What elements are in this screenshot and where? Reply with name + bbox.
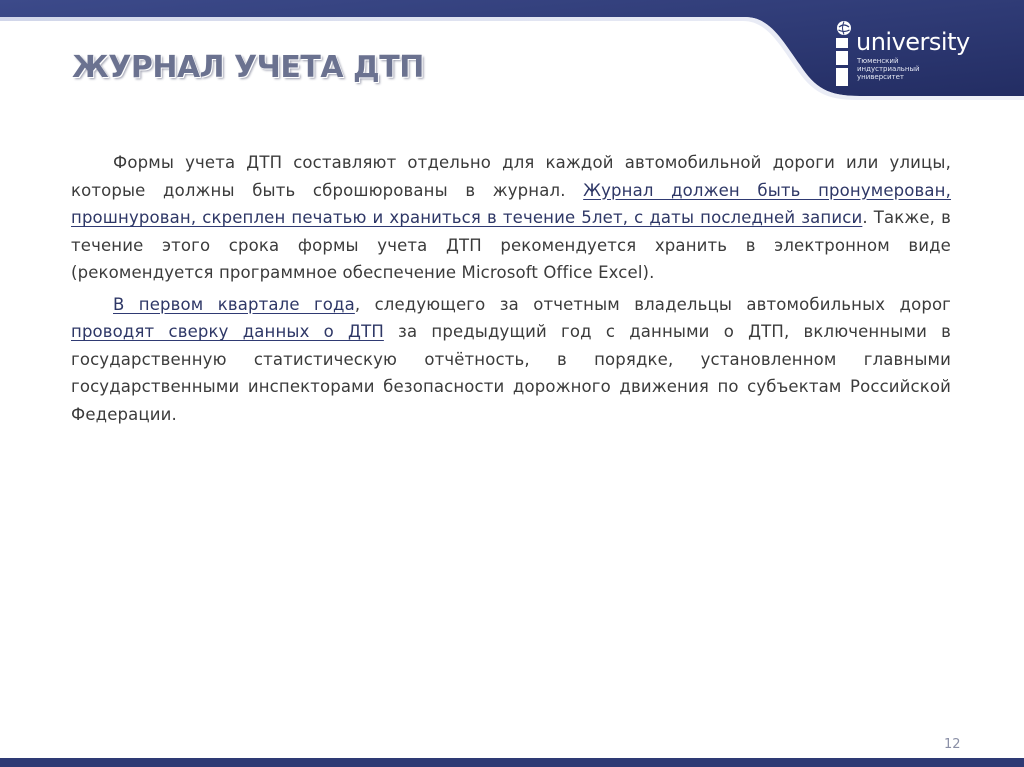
globe-icon	[836, 20, 852, 36]
paragraph-2-underlined-1: В первом квартале года	[113, 294, 355, 314]
paragraph-2-text-2: за предыдущий год с данными о ДТП, включенными в государственную статистическую отчётность, в порядке, установленном главными государственными инспекторами безопасности дорожного движения по субъектам Российской Федерации.	[71, 322, 951, 424]
logo-name: university	[856, 28, 970, 56]
paragraph-1-underlined: Журнал должен быть пронумерован, прошнурован, скреплен печатью и храниться в течение 5лет, с даты последней записи	[71, 180, 952, 227]
logo-bar	[836, 38, 848, 48]
logo-subtitle	[857, 57, 920, 81]
slide-title: ЖУРНАЛ УЧЕТА ДТП	[72, 50, 424, 85]
paragraph-1-text: Формы учета ДТП составляют отдельно для каждой автомобильной дороги или улицы, которые должны быть сброшюрованы в журнал.	[71, 153, 951, 200]
logo-subtitle-line: индустриальный	[857, 65, 920, 73]
paragraph-2-text: , следующего за отчетным владельцы автомобильных дорог	[354, 294, 952, 314]
logo-subtitle-line: Тюменский	[857, 57, 899, 65]
university-logo	[836, 20, 970, 90]
logo-bar	[836, 51, 848, 65]
paragraph-1-text-2: . Также, в течение этого срока формы учета ДТП рекомендуется хранить в электронном виде (рекомендуется программное обеспечение Microsoft Office Excel).	[71, 208, 951, 282]
paragraph-2-underlined-2: проводят сверку данных о ДТП	[71, 322, 384, 341]
logo-bar	[836, 68, 848, 86]
logo-subtitle-line: университет	[857, 73, 905, 81]
footer-bar	[0, 758, 1024, 767]
paragraph-1	[71, 149, 951, 287]
slide-body	[71, 149, 951, 432]
paragraph-2	[71, 291, 951, 429]
page-number: 12	[944, 737, 961, 752]
